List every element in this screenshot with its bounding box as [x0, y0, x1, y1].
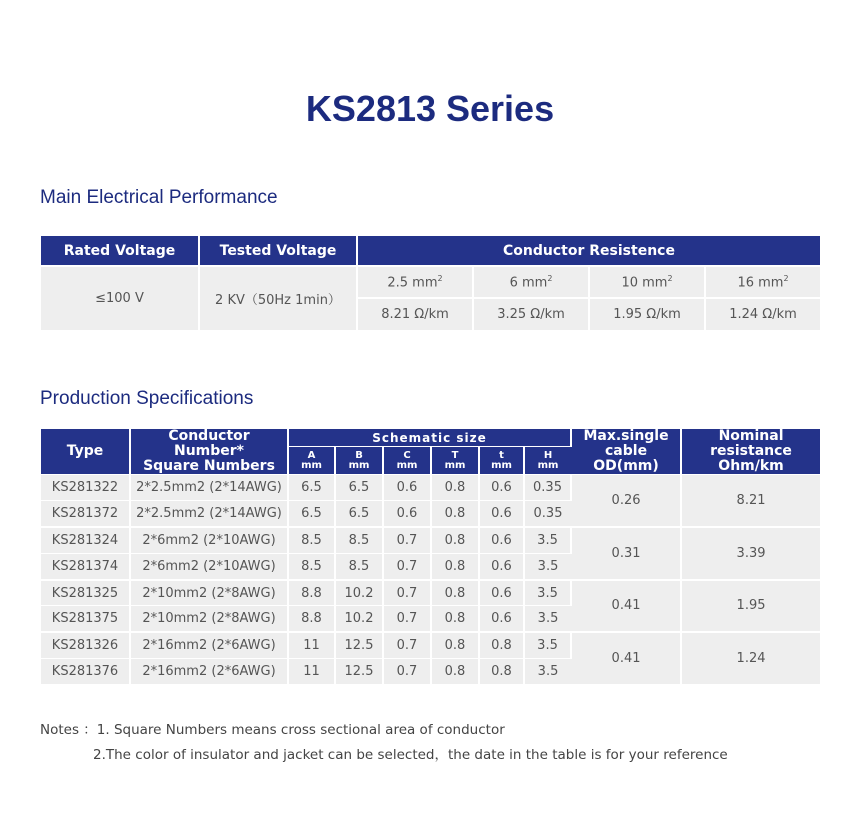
dim-cell: 0.8 — [431, 659, 479, 685]
dim-cell: 0.8 — [479, 632, 524, 658]
size-label: 2.5 mm — [387, 275, 438, 291]
size-sup: 2 — [783, 273, 789, 283]
dim-unit: mm — [301, 459, 322, 471]
conductor-cell: 2*16mm2 (2*6AWG) — [130, 632, 288, 658]
dim-cell: 0.7 — [383, 553, 431, 579]
size-cell — [589, 266, 705, 298]
max-od-header-line2: cable OD(mm) — [593, 443, 659, 474]
dim-cell: 6.5 — [288, 475, 335, 501]
dim-cell: 8.5 — [335, 553, 383, 579]
dim-cell: 8.5 — [288, 553, 335, 579]
nominal-header-line2: Ohm/km — [718, 458, 784, 474]
production-section-heading: Production Specifications — [40, 388, 254, 409]
dim-cell: 3.5 — [524, 632, 571, 658]
size-cell — [705, 266, 820, 298]
dim-cell: 12.5 — [335, 659, 383, 685]
conductor-cell: 2*16mm2 (2*6AWG) — [130, 659, 288, 685]
nominal-resistance-cell: 1.95 — [681, 580, 820, 633]
tested-voltage-value: 2 KV（50Hz 1min） — [199, 266, 357, 330]
dim-cell: 0.6 — [479, 553, 524, 579]
dim-header-t-upper — [431, 447, 479, 475]
conductor-cell: 2*2.5mm2 (2*14AWG) — [130, 475, 288, 501]
dim-cell: 11 — [288, 632, 335, 658]
conductor-cell: 2*2.5mm2 (2*14AWG) — [130, 501, 288, 527]
dim-unit: mm — [537, 459, 559, 471]
dim-cell: 0.7 — [383, 580, 431, 606]
resistance-value: 3.25 Ω/km — [473, 298, 589, 330]
dim-unit: mm — [396, 459, 418, 471]
dim-cell: 0.6 — [479, 527, 524, 553]
dim-cell: 10.2 — [335, 606, 383, 632]
page-title: KS2813 Series — [305, 88, 555, 129]
dim-cell: 0.8 — [431, 527, 479, 553]
type-cell: KS281374 — [41, 553, 130, 579]
size-label: 10 mm — [621, 275, 668, 291]
dim-letter: C — [403, 449, 411, 461]
dim-cell: 0.8 — [431, 580, 479, 606]
dim-cell: 8.8 — [288, 580, 335, 606]
electrical-section-heading: Main Electrical Performance — [40, 187, 278, 208]
dim-cell: 0.6 — [479, 475, 524, 501]
dim-cell: 0.35 — [524, 501, 571, 527]
conductor-header — [130, 429, 288, 475]
max-od-cell: 0.41 — [571, 580, 681, 633]
nominal-resistance-cell: 1.24 — [681, 632, 820, 685]
dim-cell: 0.8 — [431, 475, 479, 501]
conductor-cell: 2*6mm2 (2*10AWG) — [130, 553, 288, 579]
dim-cell: 6.5 — [335, 501, 383, 527]
rated-voltage-header: Rated Voltage — [41, 236, 199, 266]
table-row — [41, 632, 820, 658]
dim-letter: t — [499, 449, 504, 461]
size-cell — [473, 266, 589, 298]
size-label: 6 mm — [509, 275, 548, 291]
dim-cell: 0.35 — [524, 475, 571, 501]
table-row — [41, 527, 820, 553]
size-sup: 2 — [667, 273, 673, 283]
dim-cell: 0.6 — [479, 606, 524, 632]
max-od-cell: 0.41 — [571, 632, 681, 685]
dim-cell: 0.8 — [479, 659, 524, 685]
table-row — [41, 580, 820, 606]
dim-letter: H — [543, 449, 553, 461]
type-cell: KS281326 — [41, 632, 130, 658]
electrical-performance-table — [41, 236, 820, 330]
conductor-cell: 2*6mm2 (2*10AWG) — [130, 527, 288, 553]
nominal-resistance-header — [681, 429, 820, 475]
resistance-value: 1.95 Ω/km — [589, 298, 705, 330]
dim-cell: 0.6 — [383, 501, 431, 527]
dim-cell: 3.5 — [524, 606, 571, 632]
dim-cell: 8.5 — [335, 527, 383, 553]
type-cell: KS281372 — [41, 501, 130, 527]
conductor-header-line1: Conductor Number* — [168, 428, 250, 459]
dim-cell: 6.5 — [288, 501, 335, 527]
rated-voltage-value: ≤100 V — [41, 266, 199, 330]
note-line-2: 2.The color of insulator and jacket can be selected，the date in the table is for your reference — [93, 747, 728, 763]
dim-cell: 0.6 — [479, 580, 524, 606]
dim-cell: 0.7 — [383, 632, 431, 658]
note-line-1: Notes ：1. Square Numbers means cross sectional area of conductor — [40, 722, 505, 738]
dim-unit: mm — [491, 459, 512, 471]
size-cell — [357, 266, 473, 298]
dim-unit: mm — [348, 459, 370, 471]
dim-cell: 0.8 — [431, 553, 479, 579]
dim-cell: 0.6 — [383, 475, 431, 501]
dim-header-t-lower — [479, 447, 524, 475]
nominal-header-line1: Nominal resistance — [710, 428, 792, 459]
dim-letter: T — [451, 449, 459, 461]
table-row — [41, 475, 820, 501]
dim-cell: 8.5 — [288, 527, 335, 553]
dim-cell: 6.5 — [335, 475, 383, 501]
dim-cell: 0.7 — [383, 527, 431, 553]
nominal-resistance-cell: 3.39 — [681, 527, 820, 580]
dim-unit: mm — [444, 459, 466, 471]
dim-header-a — [288, 447, 335, 475]
dim-cell: 3.5 — [524, 659, 571, 685]
dim-header-b — [335, 447, 383, 475]
max-od-header-line1: Max.single — [583, 428, 669, 444]
type-cell: KS281325 — [41, 580, 130, 606]
nominal-resistance-cell: 8.21 — [681, 475, 820, 528]
dim-cell: 3.5 — [524, 527, 571, 553]
tested-voltage-header: Tested Voltage — [199, 236, 357, 266]
resistance-value: 8.21 Ω/km — [357, 298, 473, 330]
dim-cell: 3.5 — [524, 553, 571, 579]
max-od-cell: 0.31 — [571, 527, 681, 580]
type-cell: KS281322 — [41, 475, 130, 501]
conductor-cell: 2*10mm2 (2*8AWG) — [130, 580, 288, 606]
dim-cell: 3.5 — [524, 580, 571, 606]
conductor-resistance-header: Conductor Resistence — [357, 236, 820, 266]
dim-cell: 0.8 — [431, 632, 479, 658]
dim-letter: A — [307, 449, 316, 461]
dim-header-c — [383, 447, 431, 475]
dim-cell: 0.8 — [431, 606, 479, 632]
dim-cell: 11 — [288, 659, 335, 685]
size-sup: 2 — [547, 273, 553, 283]
dim-cell: 0.7 — [383, 659, 431, 685]
dim-cell: 0.6 — [479, 501, 524, 527]
schematic-size-header: Schematic size — [288, 429, 571, 447]
production-specifications-table — [41, 429, 820, 686]
type-cell: KS281376 — [41, 659, 130, 685]
dim-cell: 10.2 — [335, 580, 383, 606]
type-cell: KS281375 — [41, 606, 130, 632]
resistance-value: 1.24 Ω/km — [705, 298, 820, 330]
dim-cell: 8.8 — [288, 606, 335, 632]
conductor-cell: 2*10mm2 (2*8AWG) — [130, 606, 288, 632]
type-cell: KS281324 — [41, 527, 130, 553]
dim-cell: 12.5 — [335, 632, 383, 658]
type-header: Type — [41, 429, 130, 475]
conductor-header-line2: Square Numbers — [143, 458, 275, 474]
size-sup: 2 — [437, 273, 443, 283]
size-label: 16 mm — [737, 275, 784, 291]
dim-cell: 0.8 — [431, 501, 479, 527]
dim-header-h — [524, 447, 571, 475]
max-od-header — [571, 429, 681, 475]
max-od-cell: 0.26 — [571, 475, 681, 528]
notes — [40, 718, 728, 768]
dim-letter: B — [355, 449, 363, 461]
dim-cell: 0.7 — [383, 606, 431, 632]
